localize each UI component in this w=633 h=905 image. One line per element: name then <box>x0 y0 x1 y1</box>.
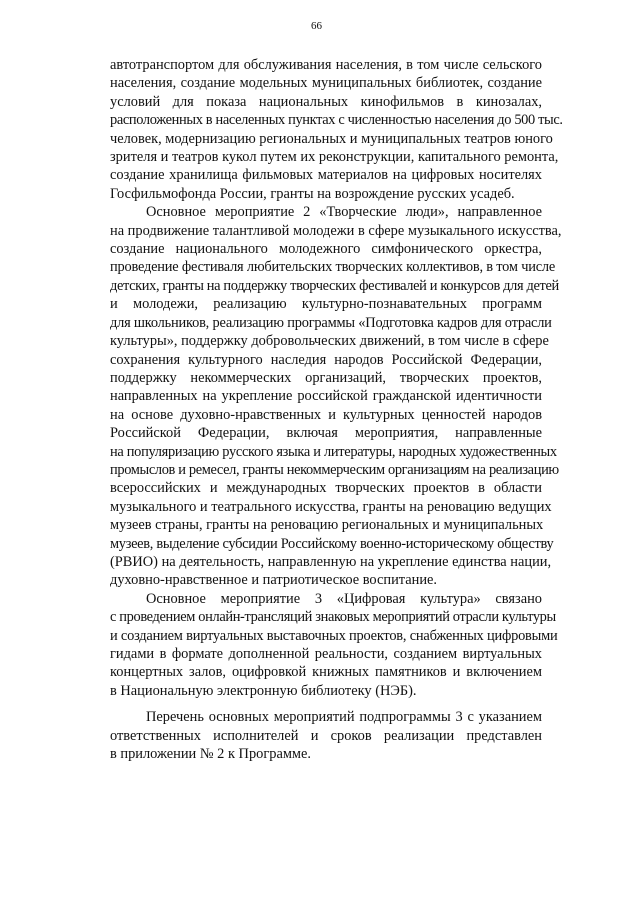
text-line: населения, создание модельных муниципальных библиотек, создание <box>110 75 542 92</box>
text-line: автотранспортом для обслуживания населения, в том числе сельского <box>110 57 542 73</box>
text-line: условий для показа национальных кинофильмов в кинозалах, <box>110 93 542 110</box>
text-line: Перечень основных мероприятий подпрограммы 3 с указанием <box>146 709 542 726</box>
text-line: Основное мероприятие 2 «Творческие люди», направленное <box>146 204 542 221</box>
text-line: и созданием виртуальных выставочных проектов, снабженных цифровыми <box>110 627 558 644</box>
page-number: 66 <box>311 20 322 32</box>
text-line: проведение фестиваля любительских творческих коллективов, в том числе <box>110 259 556 276</box>
text-line: гидами в формате дополненной реальности, созданием виртуальных <box>110 646 542 662</box>
text-line: музеев, выделение субсидии Российскому военно-историческому обществу <box>110 535 554 552</box>
text-line: всероссийских и международных творческих проектов в области <box>110 480 542 497</box>
text-line: сохранения культурного наследия народов Российской Федерации, <box>110 351 542 368</box>
text-line: направленных на укрепление российской гражданской идентичности <box>110 388 542 405</box>
text-line: культуры», поддержку добровольческих движений, в том числе в сфере <box>110 333 549 350</box>
paragraph-1 <box>110 56 563 203</box>
text-line: расположенных в населенных пунктах с численностью населения до 500 тыс. <box>110 112 563 129</box>
text-line: Российской Федерации, включая мероприятия, направленные <box>110 425 542 442</box>
paragraph-4 <box>110 708 542 763</box>
text-line: создание хранилища фильмовых материалов на цифровых носителях <box>110 167 542 184</box>
text-line: музыкального и театрального искусства, гранты на реновацию ведущих <box>110 498 552 515</box>
text-line: в приложении № 2 к Программе. <box>110 746 312 763</box>
text-line: концертных залов, оцифровкой книжных памятников и включением <box>110 664 542 681</box>
text-line: на популяризацию русского языка и литературы, народных художественных <box>110 443 557 460</box>
text-line: в Национальную электронную библиотеку (НЭБ). <box>110 682 417 699</box>
body-text <box>110 56 563 763</box>
paragraph-2 <box>110 203 562 590</box>
text-line: музеев страны, гранты на реновацию региональных и муниципальных <box>110 517 544 534</box>
text-line: с проведением онлайн-трансляций знаковых мероприятий отрасли культуры <box>110 609 556 626</box>
text-line: поддержку некоммерческих организаций, творческих проектов, <box>110 369 542 386</box>
text-line: создание национального молодежного симфонического оркестра, <box>110 241 542 258</box>
text-line: и молодежи, реализацию культурно-познавательных программ <box>110 296 542 313</box>
text-line: на продвижение талантливой молодежи в сфере музыкального искусства, <box>110 222 562 239</box>
text-line: детских, гранты на поддержку творческих фестивалей и конкурсов для детей <box>110 277 559 294</box>
text-line: человек, модернизацию региональных и муниципальных театров юного <box>110 130 553 147</box>
text-line: промыслов и ремесел, гранты некоммерческим организациям на реализацию <box>110 461 559 478</box>
text-line: (РВИО) на деятельность, направленную на укрепление единства нации, <box>110 553 552 570</box>
paragraph-3 <box>110 590 558 700</box>
text-line: зрителя и театров кукол путем их реконструкции, капитального ремонта, <box>110 149 559 166</box>
text-line: для школьников, реализацию программы «Подготовка кадров для отрасли <box>110 314 552 331</box>
text-line: ответственных исполнителей и сроков реализации представлен <box>110 727 542 744</box>
text-line: Основное мероприятие 3 «Цифровая культура» связано <box>146 590 542 607</box>
text-line: Госфильмофонда России, гранты на возрождение русских усадеб. <box>110 185 515 202</box>
text-line: духовно-нравственное и патриотическое воспитание. <box>110 572 438 589</box>
paragraph-gap <box>110 700 542 708</box>
text-line: на основе духовно-нравственных и культурных ценностей народов <box>110 406 542 423</box>
